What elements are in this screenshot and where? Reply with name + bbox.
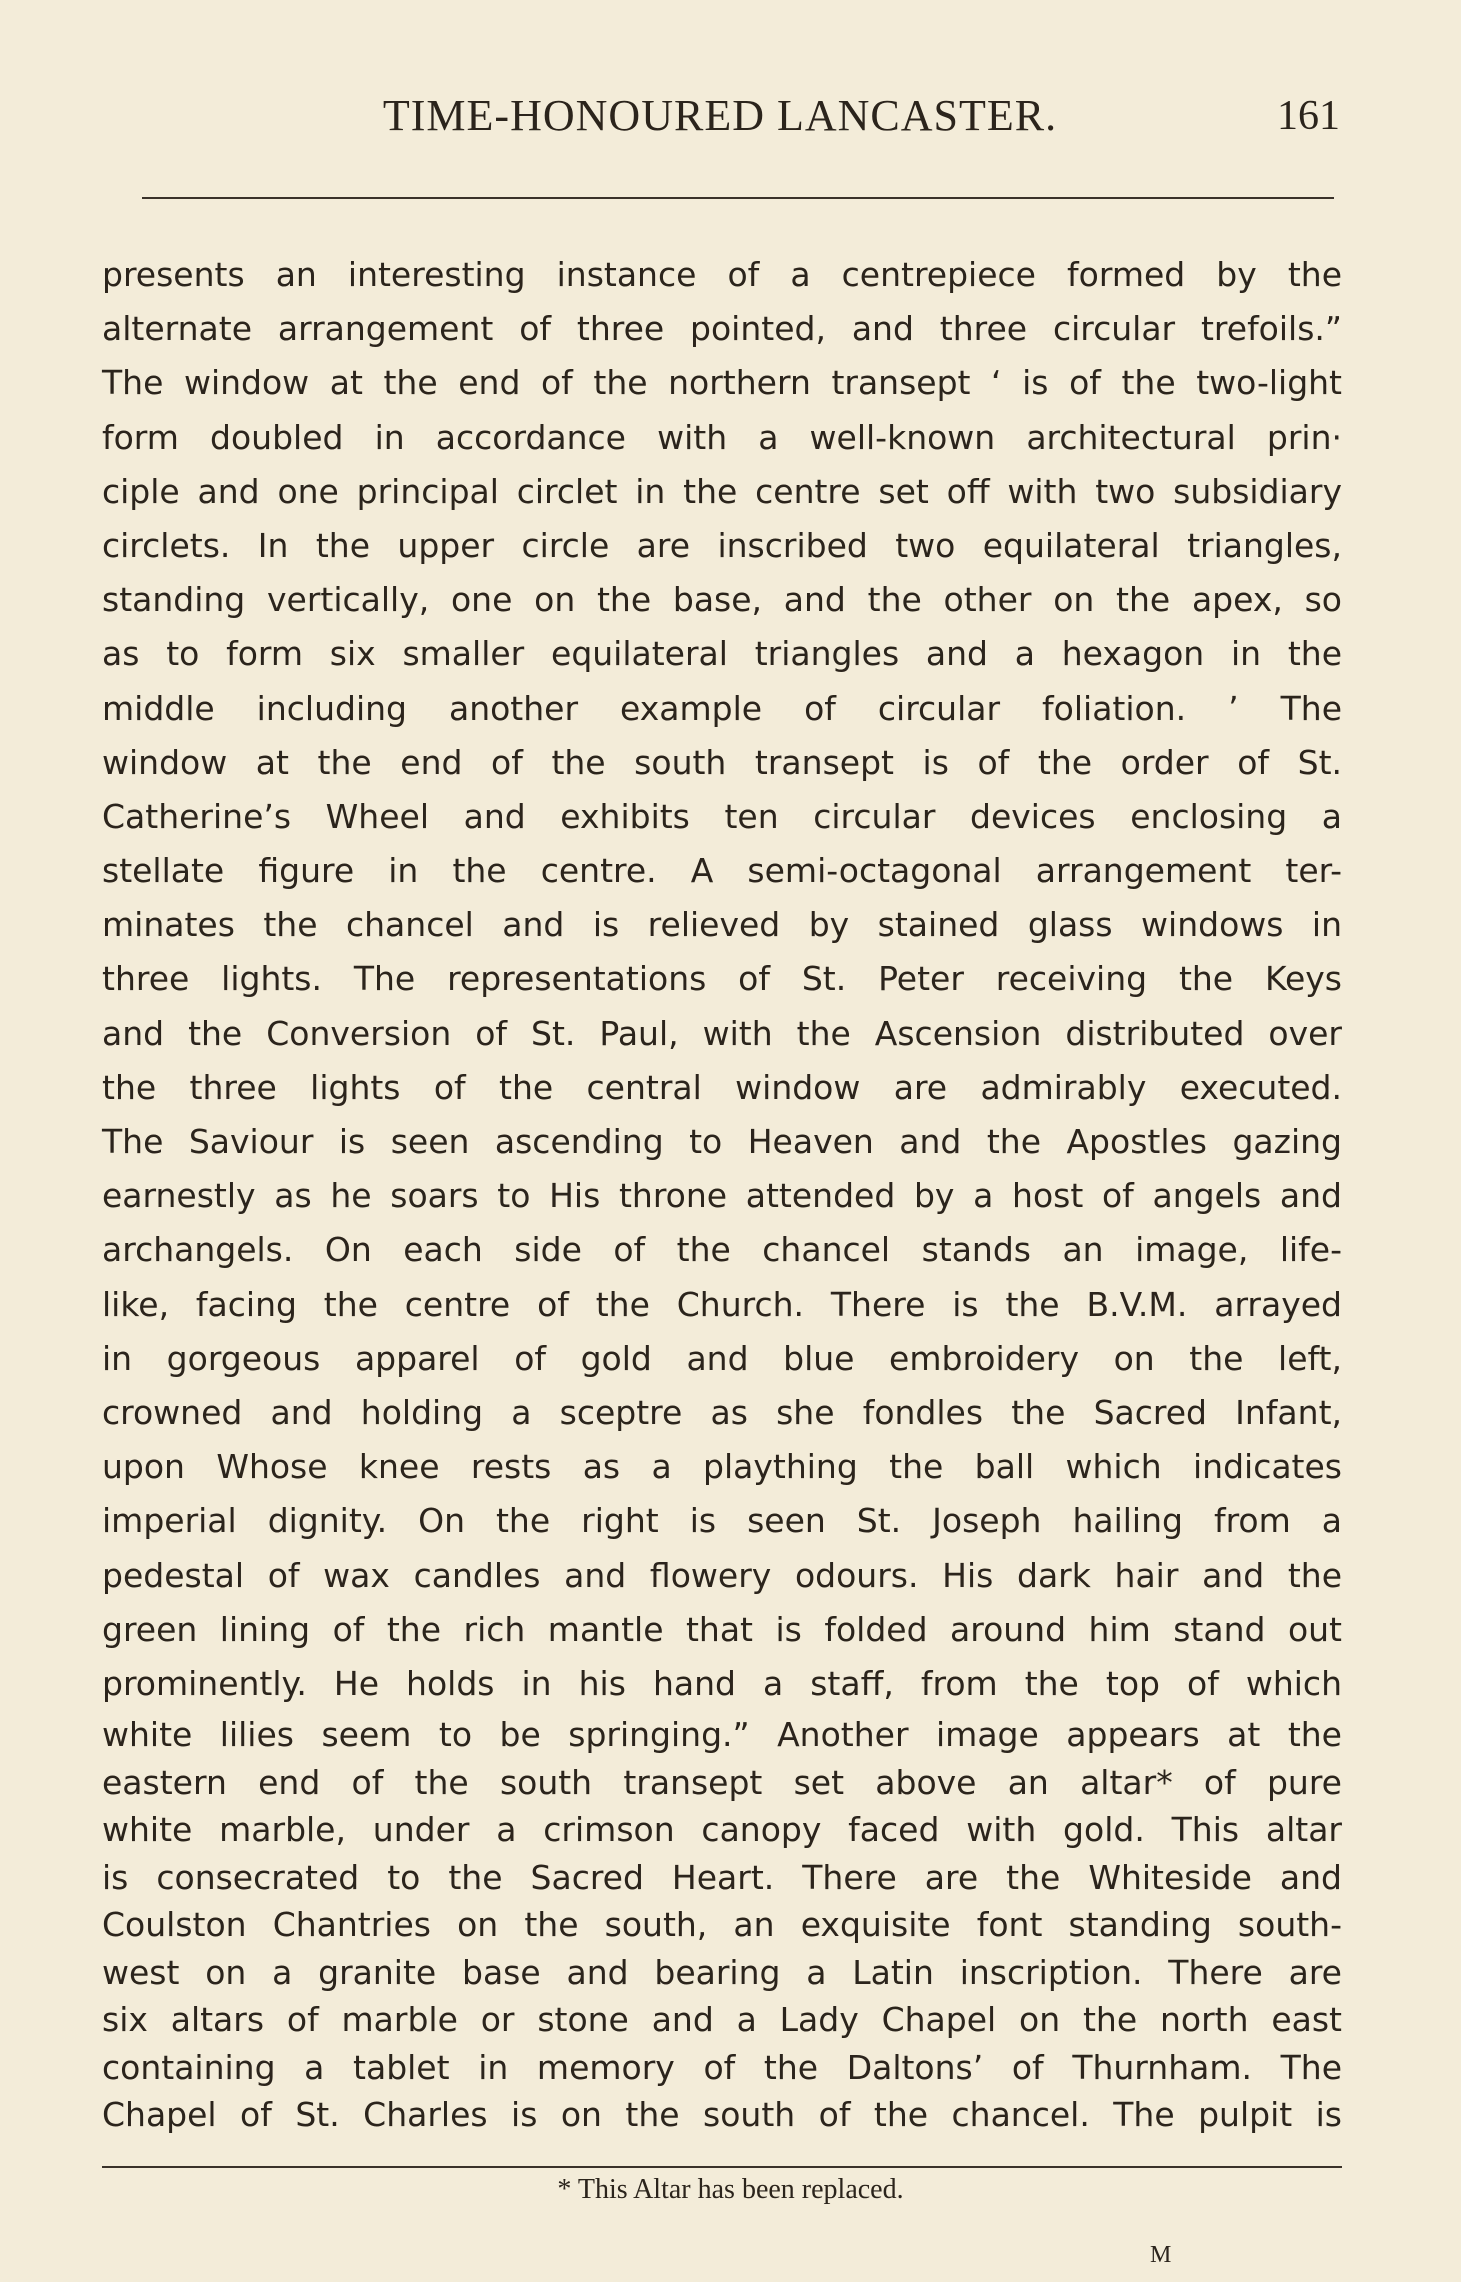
page-number: 161 (1277, 93, 1340, 139)
text-line: circlets. In the upper circle are inscribed two equilateral triangles, (102, 525, 1342, 565)
text-line: white marble, under a crimson canopy faced with gold. This altar (102, 1810, 1342, 1850)
text-line: form doubled in accordance with a well-known architectural prin· (102, 417, 1342, 457)
text-line: window at the end of the south transept is of the order of St. (102, 742, 1342, 782)
text-line: The Saviour is seen ascending to Heaven and the Apostles gazing (102, 1122, 1342, 1161)
text-line: imperial dignity. On the right is seen St. Joseph hailing from a (102, 1501, 1342, 1541)
header-rule (142, 197, 1334, 199)
footnote: * This Altar has been replaced. (557, 2174, 904, 2205)
text-line: prominently. He holds in his hand a staff, from the top of which (102, 1663, 1342, 1703)
text-line: six altars of marble or stone and a Lady Chapel on the north east (102, 2000, 1342, 2040)
running-header (100, 86, 1340, 146)
text-line: in gorgeous apparel of gold and blue embroidery on the left, (102, 1338, 1342, 1378)
text-line: standing vertically, one on the base, and the other on the apex, so (102, 580, 1342, 620)
text-line: alternate arrangement of three pointed, and three circular trefoils.” (102, 309, 1342, 349)
text-line: like, facing the centre of the Church. There is the B.V.M. arrayed (102, 1284, 1342, 1324)
text-line: earnestly as he soars to His throne attended by a host of angels and (102, 1176, 1342, 1216)
text-line: archangels. On each side of the chancel stands an image, life- (102, 1230, 1342, 1270)
text-line: Chapel of St. Charles is on the south of the chancel. The pulpit is (102, 2095, 1342, 2135)
text-line: middle including another example of circular foliation. ’ The (102, 688, 1342, 728)
text-line: The window at the end of the northern transept ‘ is of the two-light (102, 363, 1342, 403)
text-line: crowned and holding a sceptre as she fondles the Sacred Infant, (102, 1392, 1342, 1432)
text-line: as to form six smaller equilateral triangles and a hexagon in the (102, 634, 1342, 674)
text-line: Coulston Chantries on the south, an exquisite font standing south- (102, 1905, 1342, 1945)
text-line: ciple and one principal circlet in the centre set off with two subsidiary (102, 471, 1342, 511)
text-line: presents an interesting instance of a centrepiece formed by the (102, 255, 1342, 294)
text-line: white lilies seem to be springing.” Another image appears at the (102, 1715, 1342, 1755)
text-line: and the Conversion of St. Paul, with the Ascension distributed over (102, 1013, 1342, 1053)
text-line: eastern end of the south transept set above an altar* of pure (102, 1762, 1342, 1802)
text-line: pedestal of wax candles and flowery odours. His dark hair and the (102, 1555, 1342, 1595)
text-line: Catherine’s Wheel and exhibits ten circular devices enclosing a (102, 796, 1342, 836)
running-title: TIME-HONOURED LANCASTER. (382, 91, 1058, 140)
text-line: upon Whose knee rests as a plaything the ball which indicates (102, 1447, 1342, 1487)
text-line: is consecrated to the Sacred Heart. There are the Whiteside and (102, 1857, 1342, 1897)
text-line: west on a granite base and bearing a Latin inscription. There are (102, 1952, 1342, 1992)
text-line: minates the chancel and is relieved by stained glass windows in (102, 905, 1342, 945)
text-line: three lights. The representations of St. Peter receiving the Keys (102, 959, 1342, 999)
text-line: the three lights of the central window are admirably executed. (102, 1067, 1342, 1107)
text-line: containing a tablet in memory of the Daltons’ of Thurnham. The (102, 2047, 1342, 2087)
signature-mark: M (1150, 2242, 1172, 2268)
text-line: green lining of the rich mantle that is folded around him stand out (102, 1609, 1342, 1649)
text-line: stellate figure in the centre. A semi-octagonal arrangement ter- (102, 851, 1342, 891)
body-text (102, 248, 1342, 2139)
